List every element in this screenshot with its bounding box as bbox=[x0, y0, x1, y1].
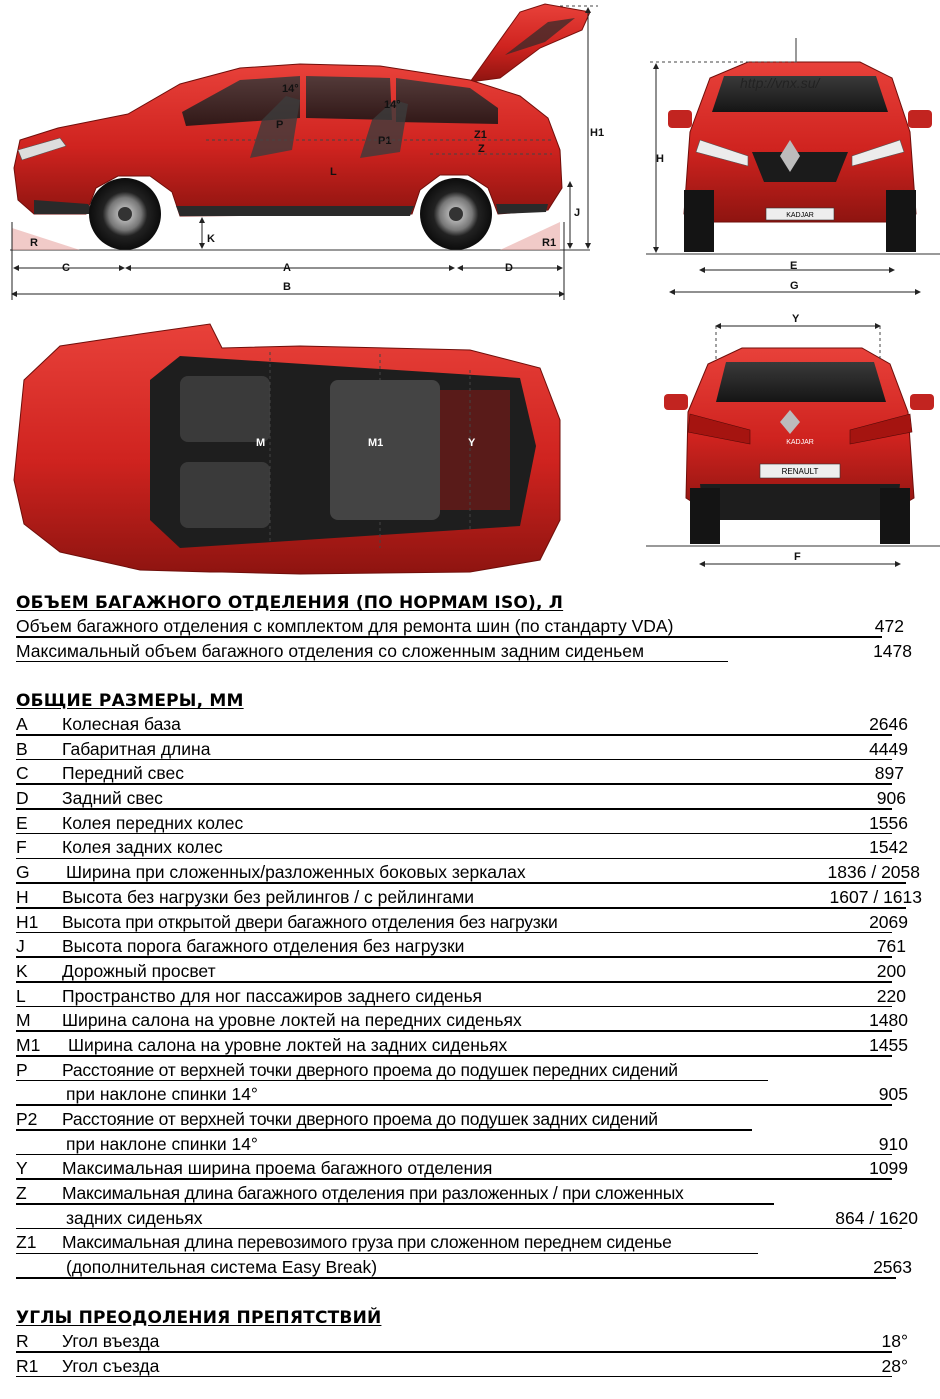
row-rule bbox=[16, 858, 892, 860]
dimension-value: 1542 bbox=[869, 837, 908, 858]
dimension-code: Z bbox=[16, 1183, 27, 1204]
dimension-code: E bbox=[16, 812, 28, 833]
svg-text:R: R bbox=[30, 237, 38, 249]
svg-text:P: P bbox=[276, 119, 284, 131]
dimension-row bbox=[16, 1156, 926, 1181]
dimensions-title: ОБЩИЕ РАЗМЕРЫ, ММ bbox=[16, 691, 244, 711]
angle-code: R1 bbox=[16, 1355, 39, 1376]
dimension-row-continuation bbox=[16, 1255, 926, 1280]
svg-text:E: E bbox=[790, 260, 798, 272]
rear-badge-model: KADJAR bbox=[786, 439, 814, 446]
dimension-value: 897 bbox=[874, 763, 904, 784]
angle-code: R bbox=[16, 1331, 29, 1351]
luggage-row-label: Объем багажного отделения с комплектом для ремонта шин (по стандарту VDA) bbox=[16, 616, 674, 636]
svg-text:D: D bbox=[505, 262, 513, 274]
dimension-value: 2646 bbox=[869, 714, 908, 734]
dimension-value: 2069 bbox=[869, 911, 908, 932]
row-rule bbox=[16, 1228, 902, 1230]
dimension-value: 1556 bbox=[869, 812, 908, 833]
angle-label: Угол съезда bbox=[62, 1355, 160, 1376]
dimension-code: G bbox=[16, 862, 30, 883]
dimension-label-continuation: задних сиденьях bbox=[66, 1207, 203, 1228]
svg-text:14°: 14° bbox=[282, 83, 299, 95]
dimension-row bbox=[16, 761, 926, 786]
dimension-label: Максимальная ширина проема багажного отделения bbox=[62, 1158, 493, 1179]
dimension-label: Максимальная длина перевозимого груза при сложенном переднем сиденье bbox=[62, 1232, 672, 1253]
dimension-row bbox=[16, 1181, 926, 1206]
dimension-label: Высота при открытой двери багажного отделения без нагрузки bbox=[62, 911, 558, 932]
dimension-label: Задний свес bbox=[62, 788, 163, 809]
row-rule bbox=[16, 1203, 774, 1205]
svg-text:F: F bbox=[794, 551, 801, 563]
dimension-value: 1480 bbox=[869, 1010, 908, 1031]
dimension-row bbox=[16, 959, 926, 984]
row-rule bbox=[16, 956, 892, 958]
row-rule bbox=[16, 636, 882, 638]
dimension-label: Колея задних колес bbox=[62, 837, 223, 858]
dimension-row bbox=[16, 1033, 926, 1058]
dimension-label: Максимальная длина багажного отделения при разложенных / при сложенных bbox=[62, 1183, 684, 1204]
svg-text:M1: M1 bbox=[368, 437, 384, 449]
dimension-value: 905 bbox=[878, 1084, 908, 1105]
dimension-label: Дорожный просвет bbox=[62, 960, 216, 981]
dimension-label: Передний свес bbox=[62, 763, 185, 784]
dimension-row bbox=[16, 860, 926, 885]
svg-text:A: A bbox=[283, 262, 291, 274]
dimension-code: C bbox=[16, 763, 29, 784]
dimension-value: 864 / 1620 bbox=[835, 1207, 918, 1228]
svg-text:H1: H1 bbox=[590, 127, 605, 139]
row-rule bbox=[16, 808, 892, 810]
angle-label: Угол въезда bbox=[62, 1331, 160, 1351]
dimension-value: 1455 bbox=[869, 1034, 908, 1055]
svg-text:Y: Y bbox=[468, 437, 476, 449]
dimension-value: 910 bbox=[878, 1133, 908, 1154]
front-view bbox=[646, 38, 940, 292]
angle-row bbox=[16, 1354, 926, 1379]
dimension-code: K bbox=[16, 960, 28, 981]
row-rule bbox=[16, 759, 892, 761]
dimension-label: Ширина салона на уровне локтей на передних сиденьях bbox=[62, 1010, 522, 1031]
rear-badge-brand: RENAULT bbox=[781, 467, 819, 476]
svg-text:G: G bbox=[790, 280, 799, 292]
row-rule bbox=[16, 1253, 758, 1255]
dimension-code: Y bbox=[16, 1158, 28, 1179]
row-rule bbox=[16, 1351, 892, 1353]
svg-text:L: L bbox=[330, 166, 337, 178]
angle-value: 28° bbox=[881, 1355, 908, 1376]
row-rule bbox=[16, 734, 892, 736]
row-rule bbox=[16, 1080, 768, 1082]
dimension-code: Z1 bbox=[16, 1232, 37, 1253]
dimension-code: B bbox=[16, 738, 28, 759]
dimension-row bbox=[16, 737, 926, 762]
front-badge: KADJAR bbox=[786, 212, 814, 219]
dimension-value: 220 bbox=[876, 985, 906, 1006]
dimension-value: 1099 bbox=[869, 1158, 908, 1179]
dimension-value: 4449 bbox=[869, 738, 908, 759]
dimension-value: 906 bbox=[876, 788, 906, 809]
row-rule bbox=[16, 1154, 892, 1156]
luggage-row-label: Максимальный объем багажного отделения со сложенным задним сиденьем bbox=[16, 640, 645, 661]
row-rule bbox=[16, 1376, 892, 1378]
dimensions-section bbox=[16, 690, 926, 1280]
dimension-row bbox=[16, 1058, 926, 1083]
angle-row bbox=[16, 1329, 926, 1354]
svg-text:14°: 14° bbox=[384, 99, 401, 111]
dimension-label: Высота порога багажного отделения без нагрузки bbox=[62, 936, 465, 957]
row-rule bbox=[16, 1129, 752, 1131]
luggage-row bbox=[16, 639, 926, 664]
luggage-row-value: 1478 bbox=[873, 640, 912, 661]
dimension-value: 1607 / 1613 bbox=[829, 886, 922, 907]
dimension-label: Колесная база bbox=[62, 714, 181, 734]
dimension-row bbox=[16, 1107, 926, 1132]
svg-text:B: B bbox=[283, 281, 291, 293]
dimension-row bbox=[16, 786, 926, 811]
dimension-code: D bbox=[16, 788, 29, 809]
luggage-row-value: 472 bbox=[874, 616, 904, 636]
dimension-row bbox=[16, 984, 926, 1009]
dimension-label: Габаритная длина bbox=[62, 738, 211, 759]
svg-text:Z1: Z1 bbox=[474, 129, 487, 141]
row-rule bbox=[16, 932, 892, 934]
dimension-code: L bbox=[16, 985, 26, 1006]
dimension-code: H1 bbox=[16, 911, 39, 932]
angle-value: 18° bbox=[881, 1331, 908, 1351]
svg-text:Z: Z bbox=[478, 143, 485, 155]
dimension-label: Ширина при сложенных/разложенных боковых зеркалах bbox=[66, 862, 526, 883]
side-view bbox=[10, 4, 604, 300]
row-rule bbox=[16, 1030, 892, 1032]
row-rule bbox=[16, 882, 906, 884]
dimension-row bbox=[16, 1008, 926, 1033]
row-rule bbox=[16, 1006, 892, 1008]
top-view bbox=[14, 324, 560, 574]
dimension-row bbox=[16, 712, 926, 737]
dimension-value: 761 bbox=[876, 936, 906, 957]
dimension-code: A bbox=[16, 714, 28, 734]
dimension-value: 1836 / 2058 bbox=[827, 862, 920, 883]
svg-text:K: K bbox=[207, 233, 215, 245]
row-rule bbox=[16, 981, 892, 983]
svg-text:J: J bbox=[574, 207, 581, 219]
row-rule bbox=[16, 1055, 892, 1057]
dimension-row-continuation bbox=[16, 1082, 926, 1107]
dimension-label-continuation: при наклоне спинки 14° bbox=[66, 1084, 258, 1105]
dimension-code: M1 bbox=[16, 1034, 41, 1055]
row-rule bbox=[16, 907, 906, 909]
row-rule bbox=[16, 1104, 892, 1106]
watermark: http://vnx.su/ bbox=[740, 75, 820, 91]
dimension-label: Пространство для ног пассажиров заднего сиденья bbox=[62, 985, 483, 1006]
svg-text:H: H bbox=[656, 153, 664, 165]
svg-text:M: M bbox=[256, 437, 266, 449]
dimension-code: M bbox=[16, 1010, 31, 1031]
svg-text:R1: R1 bbox=[542, 237, 557, 249]
dimension-row bbox=[16, 835, 926, 860]
dimension-label: Высота без нагрузки без рейлингов / с рейлингами bbox=[62, 886, 475, 907]
dimension-code: J bbox=[16, 936, 25, 957]
dimension-label: Расстояние от верхней точки дверного проема до подушек задних сидений bbox=[62, 1109, 658, 1129]
dimension-code: P bbox=[16, 1059, 28, 1080]
row-rule bbox=[16, 661, 728, 663]
angles-title: УГЛЫ ПРЕОДОЛЕНИЯ ПРЕПЯТСТВИЙ bbox=[16, 1308, 382, 1328]
dimension-label: Ширина салона на уровне локтей на задних сиденьях bbox=[68, 1034, 508, 1055]
dimension-row-continuation bbox=[16, 1206, 926, 1231]
row-rule bbox=[16, 783, 892, 785]
dimension-code: H bbox=[16, 886, 29, 907]
dimension-value: 200 bbox=[876, 960, 906, 981]
dimension-row bbox=[16, 885, 926, 910]
dimension-label: Колея передних колес bbox=[62, 812, 244, 833]
dimension-row bbox=[16, 910, 926, 935]
dimension-row-continuation bbox=[16, 1132, 926, 1157]
dimension-code: F bbox=[16, 837, 27, 858]
dimension-row bbox=[16, 811, 926, 836]
row-rule bbox=[16, 833, 892, 835]
luggage-volume-section bbox=[16, 592, 926, 663]
svg-text:P1: P1 bbox=[378, 135, 392, 147]
rear-view bbox=[646, 313, 940, 564]
dimension-label: Расстояние от верхней точки дверного проема до подушек передних сидений bbox=[62, 1059, 678, 1080]
row-rule bbox=[16, 1178, 892, 1180]
dimension-code: P2 bbox=[16, 1109, 38, 1129]
luggage-row bbox=[16, 614, 926, 639]
svg-text:Y: Y bbox=[792, 313, 800, 325]
dimension-row bbox=[16, 1230, 926, 1255]
luggage-volume-title: ОБЪЕМ БАГАЖНОГО ОТДЕЛЕНИЯ (ПО НОРМАМ ISO), Л bbox=[16, 593, 564, 613]
dimension-row bbox=[16, 934, 926, 959]
angles-section bbox=[16, 1307, 926, 1378]
vehicle-dimension-diagrams bbox=[0, 0, 940, 580]
dimension-label-continuation: при наклоне спинки 14° bbox=[66, 1133, 258, 1154]
dimension-label-continuation: (дополнительная система Easy Break) bbox=[66, 1257, 378, 1278]
svg-text:C: C bbox=[62, 262, 70, 274]
row-rule bbox=[16, 1277, 896, 1279]
dimension-value: 2563 bbox=[873, 1257, 912, 1278]
